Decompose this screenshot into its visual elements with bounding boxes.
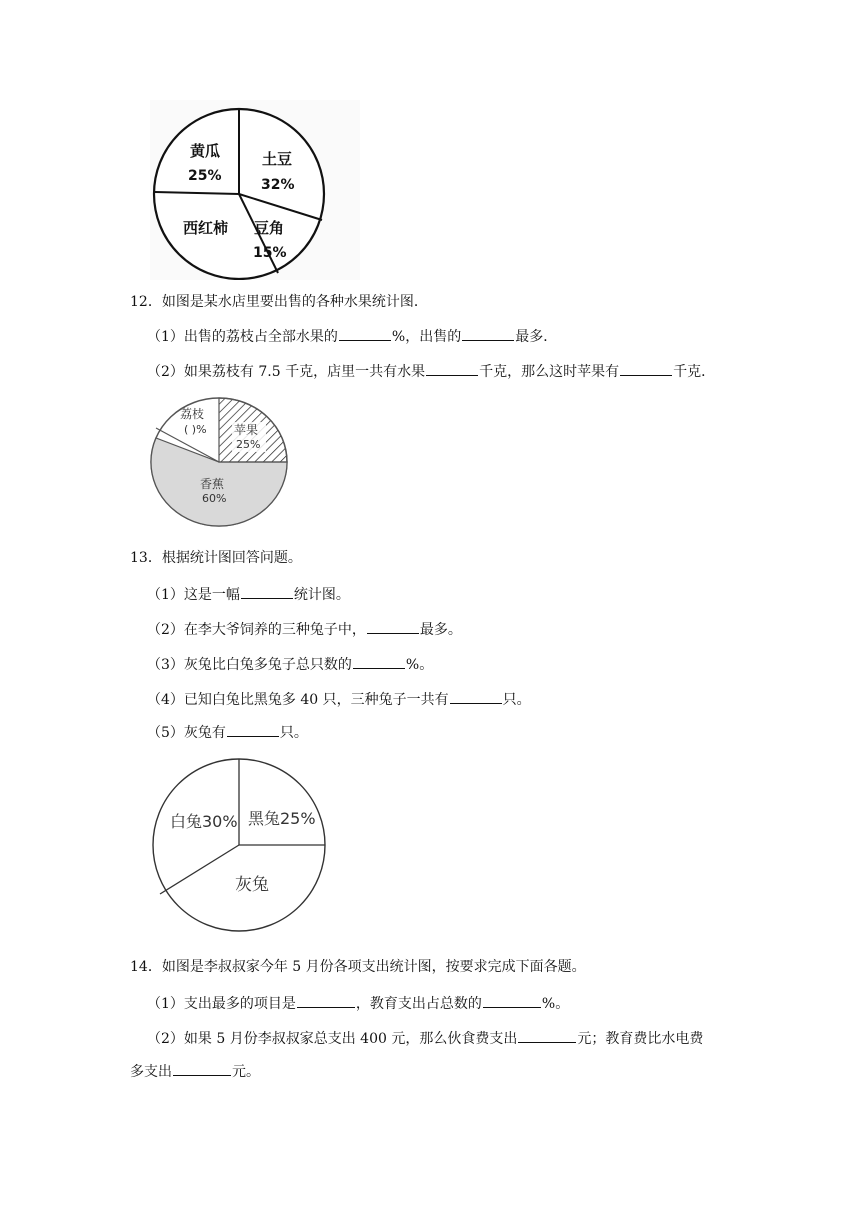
- q13-part4-text-b: 只。: [502, 692, 531, 708]
- q14-part2-text-a: （2）如果 5 月份李叔叔家总支出 400 元，那么伙食费支出: [147, 1031, 518, 1047]
- q13-blank-2[interactable]: [367, 618, 419, 634]
- gray-rabbit-label: 灰兔: [235, 875, 269, 895]
- q14-part1-text-b: ，教育支出占总数的: [355, 996, 482, 1012]
- q14-part3-text-a: 多支出: [130, 1064, 172, 1080]
- q12-blank-4[interactable]: [620, 360, 672, 376]
- q13-blank-5[interactable]: [227, 721, 279, 737]
- q14-blank-4[interactable]: [173, 1060, 231, 1076]
- q13-part2-text-a: （2）在李大爷饲养的三种兔子中，: [147, 622, 366, 638]
- slice-label-tomato: 西红柿: [183, 219, 229, 237]
- q12-part1-text-c: 最多．: [515, 329, 558, 345]
- vegetable-pie-chart: [150, 100, 360, 280]
- q13-title: 13．根据统计图回答问题。: [130, 550, 302, 566]
- q12-part2-text-b: 千克，那么这时苹果有: [479, 364, 620, 380]
- q14-part1-text-a: （1）支出最多的项目是: [147, 996, 296, 1012]
- q13-part2-text-b: 最多。: [419, 622, 462, 638]
- banana-label: 香蕉: [200, 477, 225, 491]
- q13-part3: [147, 653, 433, 675]
- q12-blank-3[interactable]: [426, 360, 478, 376]
- rabbit-pie-chart: [148, 754, 348, 944]
- q13-blank-3[interactable]: [353, 653, 405, 669]
- lychee-pct: ( )%: [184, 423, 207, 436]
- q14-blank-3[interactable]: [518, 1027, 576, 1043]
- q14-blank-2[interactable]: [483, 992, 541, 1008]
- q14-title: 14．如图是李叔叔家今年 5 月份各项支出统计图，按要求完成下面各题。: [130, 959, 586, 975]
- q12-part2: [147, 360, 715, 382]
- q14-blank-1[interactable]: [297, 992, 355, 1008]
- q13-part1-text-a: （1）这是一幅: [147, 587, 240, 603]
- slice-pct-cucumber: 25%: [188, 168, 222, 184]
- q12-part2-text-a: （2）如果荔枝有 7.5 千克，店里一共有水果: [147, 364, 426, 380]
- slice-pct-potato: 32%: [261, 177, 295, 193]
- slice-label-cucumber: 黄瓜: [190, 142, 221, 160]
- q13-part4: [147, 688, 531, 710]
- q13-part3-text-a: （3）灰兔比白兔多兔子总只数的: [147, 657, 352, 673]
- q14-part1: [147, 992, 569, 1014]
- black-rabbit-label: 黑兔25%: [248, 809, 316, 828]
- q13-blank-4[interactable]: [450, 688, 502, 704]
- q12-blank-1[interactable]: [339, 325, 391, 341]
- white-rabbit-label: 白兔30%: [170, 812, 238, 831]
- slice-label-potato: 土豆: [262, 150, 293, 168]
- lychee-label: 荔枝: [180, 407, 205, 421]
- q12-title: 12．如图是某水店里要出售的各种水果统计图．: [130, 294, 428, 310]
- q14-part3-text-b: 元。: [232, 1064, 260, 1080]
- q14-part2-text-b: 元；教育费比水电费: [577, 1031, 704, 1047]
- q13-part5-text-b: 只。: [279, 725, 308, 741]
- q13-part1: [147, 583, 350, 605]
- q13-part5: [147, 721, 308, 743]
- q14-part1-text-c: %。: [541, 996, 570, 1012]
- q12-part1: [147, 325, 557, 347]
- fruit-pie-chart: [146, 392, 292, 532]
- slice-pct-bean: 15%: [253, 245, 287, 261]
- q13-part1-text-b: 统计图。: [293, 587, 350, 603]
- q13-blank-1[interactable]: [241, 583, 293, 599]
- q13-part3-text-b: %。: [405, 657, 434, 673]
- apple-pct: 25%: [236, 438, 261, 451]
- q12-part1-text-a: （1）出售的荔枝占全部水果的: [147, 329, 338, 345]
- q12-blank-2[interactable]: [462, 325, 514, 341]
- q14-part3: [130, 1060, 260, 1082]
- q12-part2-text-c: 千克．: [673, 364, 716, 380]
- slice-label-bean: 豆角: [254, 219, 285, 237]
- banana-pct: 60%: [202, 492, 227, 505]
- q13-part5-text-a: （5）灰兔有: [147, 725, 226, 741]
- apple-label: 苹果: [234, 423, 259, 437]
- q13-part2: [147, 618, 462, 640]
- q12-part1-text-b: %，出售的: [391, 329, 462, 345]
- q13-part4-text-a: （4）已知白兔比黑兔多 40 只，三种兔子一共有: [147, 692, 449, 708]
- q14-part2: [147, 1027, 703, 1049]
